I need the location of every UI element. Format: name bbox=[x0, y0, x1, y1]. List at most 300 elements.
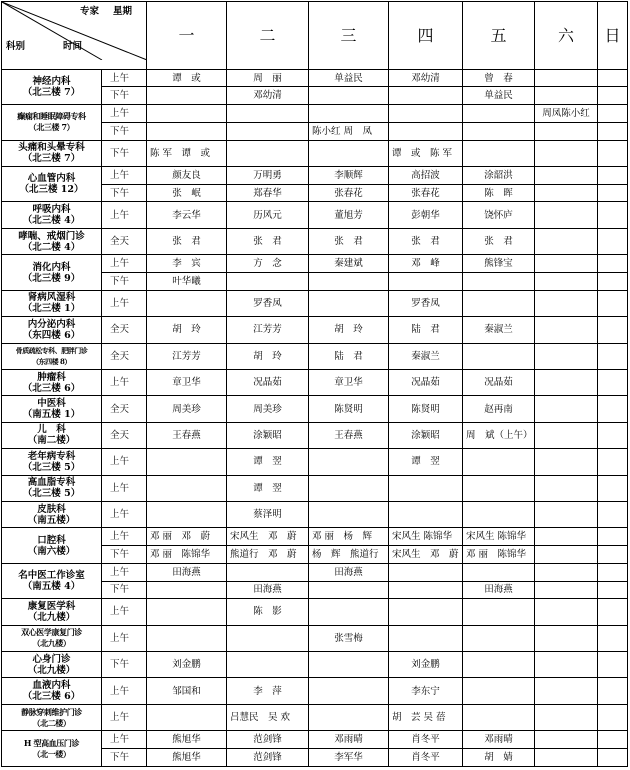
doctor-cell-wed bbox=[309, 704, 389, 730]
department-name bbox=[2, 343, 102, 369]
department-name bbox=[2, 678, 102, 704]
department-location: （北一楼） bbox=[32, 748, 71, 759]
doctor-cell-tue: 范剑锋 bbox=[227, 731, 309, 749]
doctor-cell-sat bbox=[535, 704, 598, 730]
department-name bbox=[2, 528, 102, 563]
doctor-cell-mon bbox=[147, 87, 227, 105]
session-time: 上午 bbox=[102, 528, 147, 546]
session-time: 下午 bbox=[102, 184, 147, 202]
doctor-cell-wed: 陆 君 bbox=[309, 343, 389, 369]
doctor-cell-sun bbox=[598, 273, 628, 291]
doctor-cell-wed: 邓 丽 杨 辉 bbox=[309, 528, 389, 546]
department-location: （北三楼 7） bbox=[22, 86, 81, 98]
doctor-cell-mon bbox=[147, 122, 227, 140]
doctor-cell-wed: 杨 辉 熊道行 bbox=[309, 546, 389, 564]
schedule-row bbox=[2, 202, 628, 228]
doctor-cell-wed: 张 君 bbox=[309, 228, 389, 254]
department-location: （北二楼 4） bbox=[22, 241, 81, 253]
doctor-cell-thu: 李东宁 bbox=[389, 678, 463, 704]
doctor-cell-tue bbox=[227, 122, 309, 140]
doctor-cell-sat bbox=[535, 202, 598, 228]
doctor-cell-sun bbox=[598, 140, 628, 166]
doctor-cell-sun bbox=[598, 122, 628, 140]
department-location: （北三楼 4） bbox=[22, 215, 81, 227]
doctor-cell-wed: 李军华 bbox=[309, 749, 389, 767]
doctor-cell-thu bbox=[389, 122, 463, 140]
doctor-cell-sun bbox=[598, 546, 628, 564]
session-time: 上午 bbox=[102, 449, 147, 475]
doctor-cell-sat bbox=[535, 184, 598, 202]
doctor-cell-fri bbox=[463, 599, 535, 625]
doctor-cell-thu: 张春花 bbox=[389, 184, 463, 202]
doctor-cell-tue: 谭 翌 bbox=[227, 475, 309, 501]
session-time: 上午 bbox=[102, 167, 147, 185]
doctor-cell-mon: 叶华曦 bbox=[147, 273, 227, 291]
department-location: （南五楼） bbox=[27, 514, 76, 526]
doctor-cell-thu bbox=[389, 105, 463, 123]
department-title: 双心医学康复门诊 bbox=[21, 627, 82, 638]
schedule-row bbox=[2, 625, 628, 651]
session-time: 上午 bbox=[102, 501, 147, 527]
doctor-cell-fri bbox=[463, 625, 535, 651]
doctor-cell-wed bbox=[309, 140, 389, 166]
schedule-row bbox=[2, 69, 628, 87]
doctor-cell-tue: 范剑锋 bbox=[227, 749, 309, 767]
session-time: 下午 bbox=[102, 273, 147, 291]
schedule-row bbox=[2, 422, 628, 448]
doctor-cell-sun bbox=[598, 599, 628, 625]
doctor-cell-tue: 蔡泽明 bbox=[227, 501, 309, 527]
doctor-cell-sat bbox=[535, 396, 598, 422]
schedule-row bbox=[2, 704, 628, 730]
department-title: 癫痫和睡眠障碍专科 bbox=[17, 111, 86, 122]
department-name bbox=[2, 652, 102, 678]
doctor-cell-fri bbox=[463, 678, 535, 704]
doctor-cell-tue: 周美珍 bbox=[227, 396, 309, 422]
day-header-sun: 日 bbox=[598, 2, 628, 70]
session-time: 下午 bbox=[102, 87, 147, 105]
doctor-cell-sat bbox=[535, 122, 598, 140]
schedule-row bbox=[2, 396, 628, 422]
day-header-mon: 一 bbox=[147, 2, 227, 70]
doctor-cell-sun bbox=[598, 704, 628, 730]
doctor-cell-sat bbox=[535, 290, 598, 316]
doctor-cell-tue: 谭 翌 bbox=[227, 449, 309, 475]
doctor-cell-thu: 邓 峰 bbox=[389, 255, 463, 273]
department-name bbox=[2, 369, 102, 395]
clinic-schedule-table bbox=[1, 1, 628, 767]
department-title: 肾病风湿科 bbox=[27, 292, 76, 304]
doctor-cell-sun bbox=[598, 255, 628, 273]
department-title: 口腔科 bbox=[37, 534, 66, 546]
doctor-cell-wed bbox=[309, 599, 389, 625]
session-time: 全天 bbox=[102, 422, 147, 448]
doctor-cell-fri: 胡 婧 bbox=[463, 749, 535, 767]
doctor-cell-sat bbox=[535, 599, 598, 625]
department-name bbox=[2, 255, 102, 290]
doctor-cell-thu bbox=[389, 87, 463, 105]
schedule-row bbox=[2, 228, 628, 254]
doctor-cell-fri: 涂韶洪 bbox=[463, 167, 535, 185]
day-header-wed: 三 bbox=[309, 2, 389, 70]
schedule-row bbox=[2, 475, 628, 501]
doctor-cell-tue bbox=[227, 273, 309, 291]
doctor-cell-mon: 邹国和 bbox=[147, 678, 227, 704]
department-title: H 型高血压门诊 bbox=[23, 737, 80, 748]
doctor-cell-tue: 江芳芳 bbox=[227, 317, 309, 343]
department-name bbox=[2, 140, 102, 166]
department-location: （北三楼 6） bbox=[22, 691, 81, 703]
department-location: （南六楼） bbox=[27, 545, 76, 557]
doctor-cell-thu: 况晶茹 bbox=[389, 369, 463, 395]
doctor-cell-mon: 胡 玲 bbox=[147, 317, 227, 343]
doctor-cell-mon bbox=[147, 475, 227, 501]
doctor-cell-mon bbox=[147, 599, 227, 625]
department-location: （东四楼 8） bbox=[32, 357, 71, 367]
schedule-row bbox=[2, 528, 628, 546]
doctor-cell-sun bbox=[598, 184, 628, 202]
department-name bbox=[2, 290, 102, 316]
doctor-cell-fri: 邓雨晴 bbox=[463, 731, 535, 749]
doctor-cell-wed bbox=[309, 449, 389, 475]
doctor-cell-thu bbox=[389, 599, 463, 625]
department-location: （南五楼 4） bbox=[22, 581, 81, 593]
doctor-cell-fri: 熊锋宝 bbox=[463, 255, 535, 273]
session-time: 上午 bbox=[102, 704, 147, 730]
doctor-cell-mon: 章卫华 bbox=[147, 369, 227, 395]
doctor-cell-wed bbox=[309, 87, 389, 105]
doctor-cell-sat bbox=[535, 625, 598, 651]
doctor-cell-wed bbox=[309, 273, 389, 291]
doctor-cell-wed: 章卫华 bbox=[309, 369, 389, 395]
doctor-cell-tue: 方 念 bbox=[227, 255, 309, 273]
doctor-cell-thu: 高招波 bbox=[389, 167, 463, 185]
doctor-cell-sun bbox=[598, 528, 628, 546]
doctor-cell-fri: 单益民 bbox=[463, 87, 535, 105]
doctor-cell-mon: 李 宾 bbox=[147, 255, 227, 273]
doctor-cell-mon: 邓 丽 邓 蔚 bbox=[147, 528, 227, 546]
doctor-cell-sun bbox=[598, 105, 628, 123]
doctor-cell-thu bbox=[389, 501, 463, 527]
department-location: （北九楼） bbox=[27, 664, 76, 676]
doctor-cell-wed bbox=[309, 652, 389, 678]
doctor-cell-tue: 张 君 bbox=[227, 228, 309, 254]
doctor-cell-fri: 邓 丽 陈锦华 bbox=[463, 546, 535, 564]
doctor-cell-thu: 肖冬平 bbox=[389, 749, 463, 767]
session-time: 下午 bbox=[102, 581, 147, 599]
department-title: 心身门诊 bbox=[32, 653, 71, 665]
schedule-row bbox=[2, 449, 628, 475]
doctor-cell-thu bbox=[389, 475, 463, 501]
schedule-row bbox=[2, 140, 628, 166]
doctor-cell-sun bbox=[598, 678, 628, 704]
doctor-cell-thu: 陈贤明 bbox=[389, 396, 463, 422]
doctor-cell-thu: 刘金鹏 bbox=[389, 652, 463, 678]
department-name bbox=[2, 449, 102, 475]
doctor-cell-thu: 谭 翌 bbox=[389, 449, 463, 475]
doctor-cell-mon: 邓 丽 陈锦华 bbox=[147, 546, 227, 564]
doctor-cell-fri: 张 君 bbox=[463, 228, 535, 254]
department-title: 心血管内科 bbox=[27, 173, 76, 185]
department-name bbox=[2, 228, 102, 254]
doctor-cell-wed: 李顺辉 bbox=[309, 167, 389, 185]
department-name bbox=[2, 422, 102, 448]
doctor-cell-wed: 单益民 bbox=[309, 69, 389, 87]
doctor-cell-fri bbox=[463, 122, 535, 140]
doctor-cell-tue bbox=[227, 140, 309, 166]
doctor-cell-tue: 宋风生 邓 蔚 bbox=[227, 528, 309, 546]
doctor-cell-tue: 况晶茹 bbox=[227, 369, 309, 395]
doctor-cell-wed bbox=[309, 105, 389, 123]
session-time: 下午 bbox=[102, 546, 147, 564]
schedule-body bbox=[2, 2, 628, 767]
doctor-cell-tue: 万明勇 bbox=[227, 167, 309, 185]
doctor-cell-tue: 陈 影 bbox=[227, 599, 309, 625]
doctor-cell-sat bbox=[535, 255, 598, 273]
day-header-fri: 五 bbox=[463, 2, 535, 70]
doctor-cell-sat bbox=[535, 228, 598, 254]
doctor-cell-fri: 田海燕 bbox=[463, 581, 535, 599]
schedule-row bbox=[2, 731, 628, 749]
doctor-cell-tue bbox=[227, 652, 309, 678]
doctor-cell-thu: 罗香凤 bbox=[389, 290, 463, 316]
doctor-cell-fri bbox=[463, 501, 535, 527]
doctor-cell-sat bbox=[535, 731, 598, 749]
doctor-cell-wed: 陈贤明 bbox=[309, 396, 389, 422]
department-title: 哮喘、戒烟门诊 bbox=[18, 230, 85, 242]
session-time: 上午 bbox=[102, 625, 147, 651]
doctor-cell-fri: 周 斌（上午） bbox=[463, 422, 535, 448]
session-time: 上午 bbox=[102, 369, 147, 395]
department-location: （北九楼） bbox=[32, 638, 71, 649]
doctor-cell-wed bbox=[309, 581, 389, 599]
doctor-cell-thu bbox=[389, 581, 463, 599]
department-title: 头痛和头晕专科 bbox=[18, 142, 85, 154]
doctor-cell-tue: 胡 玲 bbox=[227, 343, 309, 369]
schedule-row bbox=[2, 678, 628, 704]
doctor-cell-tue bbox=[227, 625, 309, 651]
doctor-cell-sun bbox=[598, 290, 628, 316]
doctor-cell-sun bbox=[598, 625, 628, 651]
schedule-row bbox=[2, 317, 628, 343]
doctor-cell-tue bbox=[227, 105, 309, 123]
department-location: （北三楼 7） bbox=[28, 122, 75, 133]
doctor-cell-mon: 熊旭华 bbox=[147, 749, 227, 767]
doctor-cell-wed: 胡 玲 bbox=[309, 317, 389, 343]
department-location: （北三楼 5） bbox=[22, 461, 81, 473]
department-title: 静脉穿刺维护门诊 bbox=[21, 706, 82, 717]
doctor-cell-wed: 邓雨晴 bbox=[309, 731, 389, 749]
doctor-cell-wed bbox=[309, 501, 389, 527]
doctor-cell-sun bbox=[598, 422, 628, 448]
session-time: 上午 bbox=[102, 599, 147, 625]
doctor-cell-mon: 熊旭华 bbox=[147, 731, 227, 749]
doctor-cell-sat bbox=[535, 528, 598, 546]
doctor-cell-fri bbox=[463, 449, 535, 475]
doctor-cell-tue: 李 萍 bbox=[227, 678, 309, 704]
session-time: 全天 bbox=[102, 317, 147, 343]
doctor-cell-wed: 董旭芳 bbox=[309, 202, 389, 228]
department-title: 康复医学科 bbox=[27, 600, 76, 612]
day-header-tue: 二 bbox=[227, 2, 309, 70]
doctor-cell-fri: 陈 晖 bbox=[463, 184, 535, 202]
doctor-cell-sat bbox=[535, 422, 598, 448]
department-location: （南二楼） bbox=[27, 435, 76, 447]
header-corner bbox=[2, 2, 147, 70]
doctor-cell-tue: 涂颖昭 bbox=[227, 422, 309, 448]
doctor-cell-mon: 李云华 bbox=[147, 202, 227, 228]
department-title: 呼吸内科 bbox=[32, 204, 71, 216]
session-time: 下午 bbox=[102, 652, 147, 678]
doctor-cell-sun bbox=[598, 87, 628, 105]
corner-dept-label: 科别 bbox=[6, 41, 26, 52]
doctor-cell-sun bbox=[598, 563, 628, 581]
doctor-cell-fri: 曾 春 bbox=[463, 69, 535, 87]
doctor-cell-sun bbox=[598, 343, 628, 369]
doctor-cell-fri bbox=[463, 290, 535, 316]
schedule-row bbox=[2, 343, 628, 369]
schedule-row bbox=[2, 290, 628, 316]
session-time: 上午 bbox=[102, 563, 147, 581]
department-location: （南五楼 1） bbox=[22, 409, 81, 421]
session-time: 全天 bbox=[102, 343, 147, 369]
department-name bbox=[2, 69, 102, 104]
doctor-cell-tue: 田海燕 bbox=[227, 581, 309, 599]
doctor-cell-thu: 肖冬平 bbox=[389, 731, 463, 749]
doctor-cell-sun bbox=[598, 317, 628, 343]
doctor-cell-thu: 谭 或 陈 军 bbox=[389, 140, 463, 166]
department-name bbox=[2, 599, 102, 625]
doctor-cell-sat bbox=[535, 343, 598, 369]
doctor-cell-sat bbox=[535, 69, 598, 87]
doctor-cell-sun bbox=[598, 69, 628, 87]
header-row bbox=[2, 2, 628, 70]
doctor-cell-thu: 陆 君 bbox=[389, 317, 463, 343]
doctor-cell-fri: 秦淑兰 bbox=[463, 317, 535, 343]
doctor-cell-sun bbox=[598, 581, 628, 599]
department-location: （北三楼 9） bbox=[22, 272, 81, 284]
doctor-cell-tue: 郑春华 bbox=[227, 184, 309, 202]
session-time: 上午 bbox=[102, 69, 147, 87]
doctor-cell-sat bbox=[535, 87, 598, 105]
doctor-cell-sat bbox=[535, 167, 598, 185]
doctor-cell-sun bbox=[598, 652, 628, 678]
department-location: （北三楼 12） bbox=[19, 184, 84, 196]
doctor-cell-wed bbox=[309, 290, 389, 316]
doctor-cell-tue: 周 丽 bbox=[227, 69, 309, 87]
doctor-cell-mon: 刘金鹏 bbox=[147, 652, 227, 678]
doctor-cell-sat bbox=[535, 652, 598, 678]
doctor-cell-tue: 邓幼清 bbox=[227, 87, 309, 105]
doctor-cell-fri bbox=[463, 343, 535, 369]
session-time: 下午 bbox=[102, 749, 147, 767]
doctor-cell-fri bbox=[463, 140, 535, 166]
session-time: 下午 bbox=[102, 122, 147, 140]
department-title: 高血脂专科 bbox=[27, 477, 76, 489]
doctor-cell-sun bbox=[598, 369, 628, 395]
doctor-cell-mon bbox=[147, 704, 227, 730]
doctor-cell-mon: 田海燕 bbox=[147, 563, 227, 581]
doctor-cell-tue: 罗香凤 bbox=[227, 290, 309, 316]
doctor-cell-sat: 周凤陈小红 bbox=[535, 105, 598, 123]
doctor-cell-sun bbox=[598, 749, 628, 767]
department-location: （北三楼 7） bbox=[22, 153, 81, 165]
department-location: （东四楼 6） bbox=[22, 329, 81, 341]
day-header-sat: 六 bbox=[535, 2, 598, 70]
doctor-cell-mon: 张 君 bbox=[147, 228, 227, 254]
doctor-cell-sun bbox=[598, 731, 628, 749]
department-name bbox=[2, 501, 102, 527]
doctor-cell-mon: 江芳芳 bbox=[147, 343, 227, 369]
doctor-cell-fri: 饶怀庐 bbox=[463, 202, 535, 228]
doctor-cell-sat bbox=[535, 317, 598, 343]
department-location: （北二楼） bbox=[32, 717, 71, 728]
schedule-row bbox=[2, 563, 628, 581]
schedule-row bbox=[2, 501, 628, 527]
corner-time-label: 时间 bbox=[63, 41, 83, 52]
doctor-cell-mon bbox=[147, 501, 227, 527]
department-name bbox=[2, 563, 102, 598]
department-title: 皮肤科 bbox=[37, 503, 66, 515]
department-title: 肿瘤科 bbox=[37, 371, 66, 383]
doctor-cell-sun bbox=[598, 449, 628, 475]
session-time: 上午 bbox=[102, 290, 147, 316]
doctor-cell-mon: 谭 或 bbox=[147, 69, 227, 87]
doctor-cell-mon: 陈 军 谭 或 bbox=[147, 140, 227, 166]
department-title: 神经内科 bbox=[32, 75, 71, 87]
department-name bbox=[2, 475, 102, 501]
doctor-cell-fri bbox=[463, 704, 535, 730]
doctor-cell-mon: 颜友良 bbox=[147, 167, 227, 185]
doctor-cell-wed: 秦建斌 bbox=[309, 255, 389, 273]
doctor-cell-mon: 王春燕 bbox=[147, 422, 227, 448]
department-title: 老年病专科 bbox=[27, 450, 76, 462]
schedule-row bbox=[2, 105, 628, 123]
doctor-cell-sat bbox=[535, 678, 598, 704]
doctor-cell-sat bbox=[535, 501, 598, 527]
doctor-cell-sat bbox=[535, 581, 598, 599]
doctor-cell-fri bbox=[463, 563, 535, 581]
doctor-cell-fri bbox=[463, 105, 535, 123]
doctor-cell-thu bbox=[389, 625, 463, 651]
doctor-cell-wed: 田海燕 bbox=[309, 563, 389, 581]
department-location: （北三楼 5） bbox=[22, 488, 81, 500]
doctor-cell-thu: 宋风生 邓 蔚 bbox=[389, 546, 463, 564]
session-time: 全天 bbox=[102, 396, 147, 422]
doctor-cell-fri bbox=[463, 273, 535, 291]
schedule-row bbox=[2, 369, 628, 395]
doctor-cell-thu: 宋风生 陈锦华 bbox=[389, 528, 463, 546]
department-name bbox=[2, 105, 102, 140]
department-name bbox=[2, 202, 102, 228]
doctor-cell-mon bbox=[147, 581, 227, 599]
doctor-cell-wed: 陈小红 周 凤 bbox=[309, 122, 389, 140]
department-name bbox=[2, 167, 102, 202]
session-time: 上午 bbox=[102, 105, 147, 123]
doctor-cell-tue: 熊道行 邓 蔚 bbox=[227, 546, 309, 564]
doctor-cell-sat bbox=[535, 475, 598, 501]
doctor-cell-tue: 吕慧民 吴 欢 bbox=[227, 704, 309, 730]
doctor-cell-sat bbox=[535, 140, 598, 166]
doctor-cell-thu: 邓幼清 bbox=[389, 69, 463, 87]
doctor-cell-sun bbox=[598, 167, 628, 185]
department-title: 消化内科 bbox=[32, 261, 71, 273]
day-header-thu: 四 bbox=[389, 2, 463, 70]
department-name bbox=[2, 731, 102, 767]
session-time: 上午 bbox=[102, 255, 147, 273]
doctor-cell-sat bbox=[535, 563, 598, 581]
department-name bbox=[2, 396, 102, 422]
